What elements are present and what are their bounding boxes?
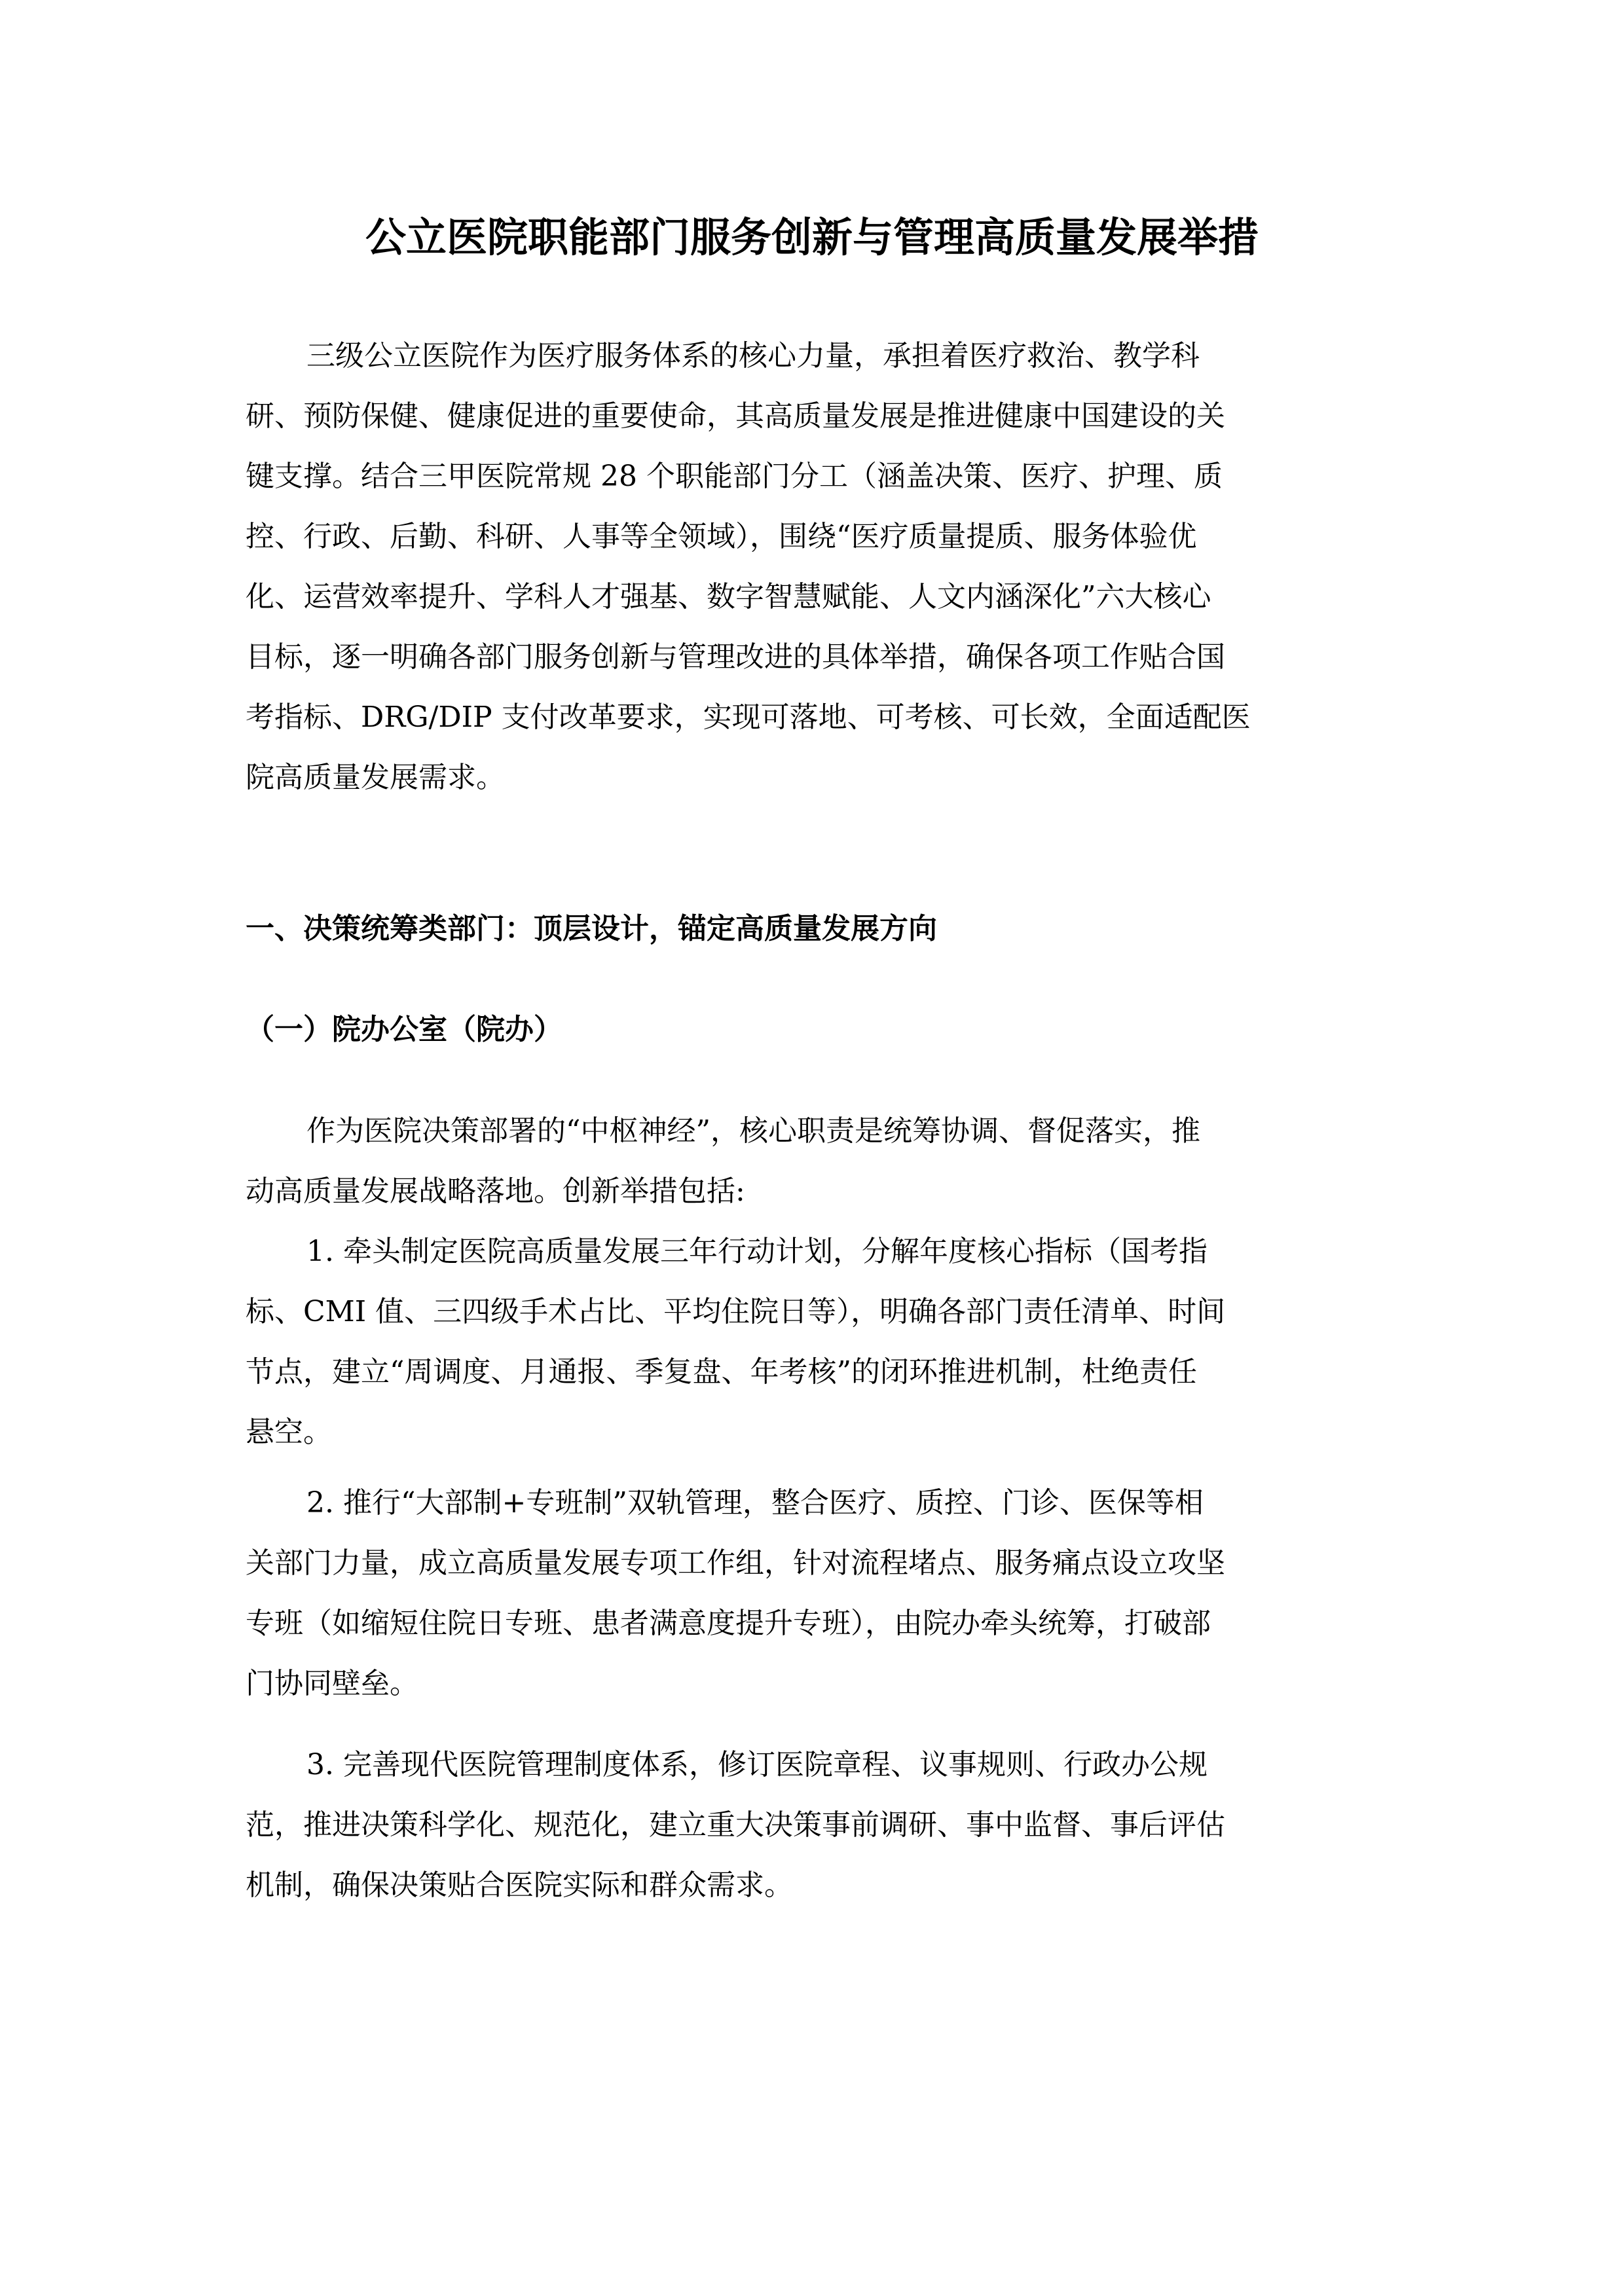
intro-line: 考指标、DRG/DIP 支付改革要求，实现可落地、可考核、可长效，全面适配医 [246, 701, 1251, 734]
list-item-line: 节点，建立“周调度、月通报、季复盘、年考核”的闭环推进机制，杜绝责任 [246, 1355, 1197, 1389]
intro-line: 化、运营效率提升、学科人才强基、数字智慧赋能、人文内涵深化”六大核心 [246, 580, 1211, 613]
intro-line: 研、预防保健、健康促进的重要使命，其高质量发展是推进健康中国建设的关 [246, 399, 1225, 433]
list-item-line: 机制，确保决策贴合医院实际和群众需求。 [246, 1868, 793, 1902]
list-item-line: 悬空。 [246, 1415, 332, 1449]
list-item-line: 标、CMI 值、三四级手术占比、平均住院日等），明确各部门责任清单、时间 [246, 1295, 1226, 1328]
subsection-intro [246, 1101, 1359, 1222]
subsection-intro-line: 动高质量发展战略落地。创新举措包括: [246, 1175, 745, 1208]
list-item-line: 3. 完善现代医院管理制度体系，修订医院章程、议事规则、行政办公规 [306, 1748, 1208, 1781]
list-item-line: 关部门力量，成立高质量发展专项工作组，针对流程堵点、服务痛点设立攻坚 [246, 1546, 1225, 1580]
intro-line: 三级公立医院作为医疗服务体系的核心力量，承担着医疗救治、教学科 [306, 339, 1200, 373]
section-heading: 一、决策统筹类部门：顶层设计，锚定高质量发展方向 [246, 912, 937, 945]
list-item-3 [246, 1735, 1359, 1916]
list-item-line: 1. 牵头制定医院高质量发展三年行动计划，分解年度核心指标（国考指 [306, 1235, 1208, 1268]
subsection-heading: （一）院办公室（院办） [246, 1013, 563, 1046]
list-item-line: 范，推进决策科学化、规范化，建立重大决策事前调研、事中监督、事后评估 [246, 1808, 1225, 1842]
document-title: 公立医院职能部门服务创新与管理高质量发展举措 [365, 213, 1259, 261]
subsection-intro-line: 作为医院决策部署的“中枢神经”，核心职责是统筹协调、督促落实，推 [306, 1114, 1200, 1148]
intro-line: 控、行政、后勤、科研、人事等全领域），围绕“医疗质量提质、服务体验优 [246, 520, 1197, 553]
intro-line: 院高质量发展需求。 [246, 761, 505, 794]
intro-line: 键支撑。结合三甲医院常规 28 个职能部门分工（涵盖决策、医疗、护理、质 [246, 460, 1223, 493]
list-item-line: 2. 推行“大部制+专班制”双轨管理，整合医疗、质控、门诊、医保等相 [306, 1486, 1204, 1520]
list-item-line: 专班（如缩短住院日专班、患者满意度提升专班），由院办牵头统筹，打破部 [246, 1607, 1211, 1640]
list-item-line: 门协同壁垒。 [246, 1667, 418, 1700]
intro-paragraph [246, 326, 1359, 808]
list-item-1 [246, 1222, 1359, 1463]
list-item-2 [246, 1473, 1359, 1714]
intro-line: 目标，逐一明确各部门服务创新与管理改进的具体举措，确保各项工作贴合国 [246, 640, 1225, 674]
